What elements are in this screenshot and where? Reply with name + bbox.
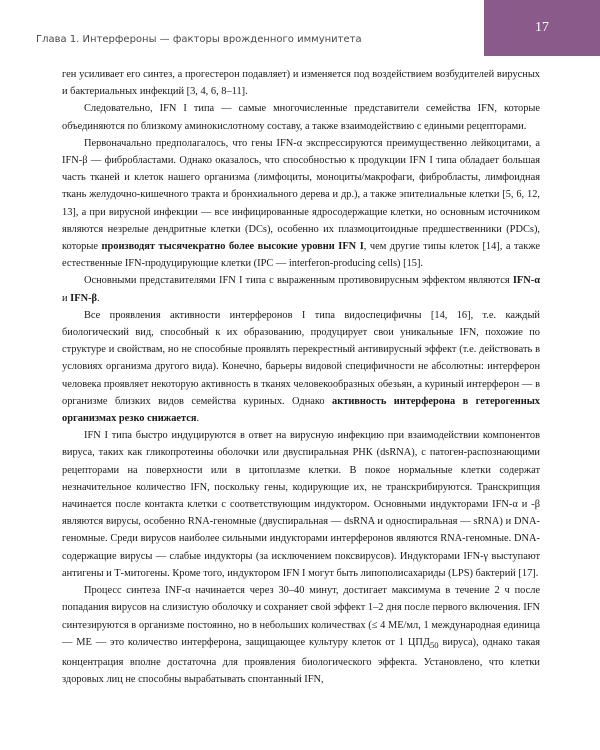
paragraph-7-text-a: Процесс синтеза INF-α начинается через 30–40 минут, достигает максимума в течение 2 ч после попадания вирусов на слизистую оболочку и сохраняет свой эффект 1–2 дня после первого включения. IFN синтезируются в организме постоянно, но в небольших количествах (≤ 4 МЕ/мл, 1 международная единица — МЕ — это количество интерферона, защищающее культуру клеток от 1 ЦПД bbox=[62, 585, 540, 648]
paragraph-4-bold-ifn-alpha: IFN-α bbox=[512, 275, 540, 287]
paragraph-5 bbox=[62, 307, 540, 427]
paragraph-4-text-a: Основными представителями IFN I типа с выраженным противовирусным эффектом являются bbox=[84, 275, 513, 287]
paragraph-3-bold: производят тысячекратно более высокие уровни IFN I bbox=[101, 241, 364, 253]
paragraph-5-text-a: Все проявления активности интерферонов I типа видоспецифичны [14, 16], т.е. каждый биологический вид, способный к их образованию, продуцирует свои уникальные IFN, похожие по структуре и свойствам, но не способные проявлять перекрестный антивирусный эффект (т.е. действовать в условиях организма другого вида). Конечно, барьеры видовой специфичности не абсолютны: интерферон человека проявляет некоторую активность в тканях человекообразных обезьян, а куриный интерферон — в организме близких видов семейства куриных. Однако bbox=[62, 309, 540, 407]
page-number: 17 bbox=[535, 20, 549, 35]
page-number-tab bbox=[484, 0, 600, 56]
paragraph-4-bold-ifn-beta: IFN-β bbox=[70, 292, 98, 304]
paragraph-5-text-c: . bbox=[196, 413, 200, 425]
body-text bbox=[62, 66, 540, 688]
paragraph-7-subscript: 50 bbox=[429, 639, 439, 650]
paragraph-4-text-c: и bbox=[62, 292, 71, 304]
paragraph-3-text-a: Первоначально предполагалось, что гены IFN-α экспрессируются преимущественно лейкоцитами, а IFN-β — фибробластами. Однако оказалось, что способностью к продукции IFN I типа обладает большая часть тканей и клеток нашего организма (лимфоциты, моноциты/макрофаги, фибробласты, лимфоидная ткань желудочно-кишечного тракта и бронхиального дерева и др.), а также эпителиальные клетки [5, 6, 12, 13], а при вирусной инфекции — все инфицированные ядросодержащие клетки, но основным источником являются незрелые дендритные клетки (DCs), особенно их плазмоцитоидные предшественники (PDCs), которые bbox=[62, 137, 540, 253]
paragraph-5-bold: активность интерферона в гетерогенных организмах резко снижается bbox=[62, 395, 541, 425]
paragraph-2: Следовательно, IFN I типа — самые многочисленные представители семейства IFN, которые объединяются по близкому аминокислотному составу, а также взаимодействию с едиными рецепторами. bbox=[62, 103, 540, 132]
paragraph-7-text-b: вируса), однако такая концентрация вполне достаточна для проявления биологического эффекта. Установлено, что клетки здоровых лиц не способны вырабатывать спонтанный IFN, bbox=[62, 636, 541, 686]
paragraph-3 bbox=[62, 135, 540, 273]
chapter-header: Глава 1. Интерфероны — факторы врожденного иммунитета bbox=[36, 34, 362, 45]
paragraph-7 bbox=[62, 582, 540, 688]
paragraph-4-text-e: . bbox=[97, 292, 100, 304]
paragraph-1: ген усиливает его синтез, а прогестерон подавляет) и изменяется под воздействием возбудителей вирусных и бактериальных инфекций [3, 4, 6, 8–11]. bbox=[62, 69, 540, 98]
paragraph-6: IFN I типа быстро индуцируются в ответ на вирусную инфекцию при взаимодействии компонентов вируса, таких как гликопротеины оболочки или двуспиральная РНК (dsRNA), с патоген-распознающими рецепторами на поверхности или в цитоплазме клетки. В покое нормальные клетки содержат незначительное количество IFN, поскольку гены, кодирующие их, не транскрибируются. Транскрипция начинается после контакта клетки с соответствующим индуктором. Основными индукторами IFN-α и -β являются вирусы, особенно RNA-геномные (двуспиральная — dsRNA и односпиральная — sRNA) и DNA-геномные. Среди вирусов наиболее сильными индукторами интерферонов являются RNA-геномные. DNA-содержащие вирусы — слабые индукторы (за исключением поксвирусов). Индукторами IFN-γ выступают антигены и Т-митогены. Кроме того, индуктором IFN I могут быть липополисахариды (LPS) бактерий [17]. bbox=[62, 430, 540, 579]
paragraph-4 bbox=[62, 272, 540, 306]
paragraph-3-text-c: , чем другие типы клеток [14], а также естественные IFN-продуцирующие клетки (IPC — interferon-producing cells) [15]. bbox=[62, 241, 540, 270]
